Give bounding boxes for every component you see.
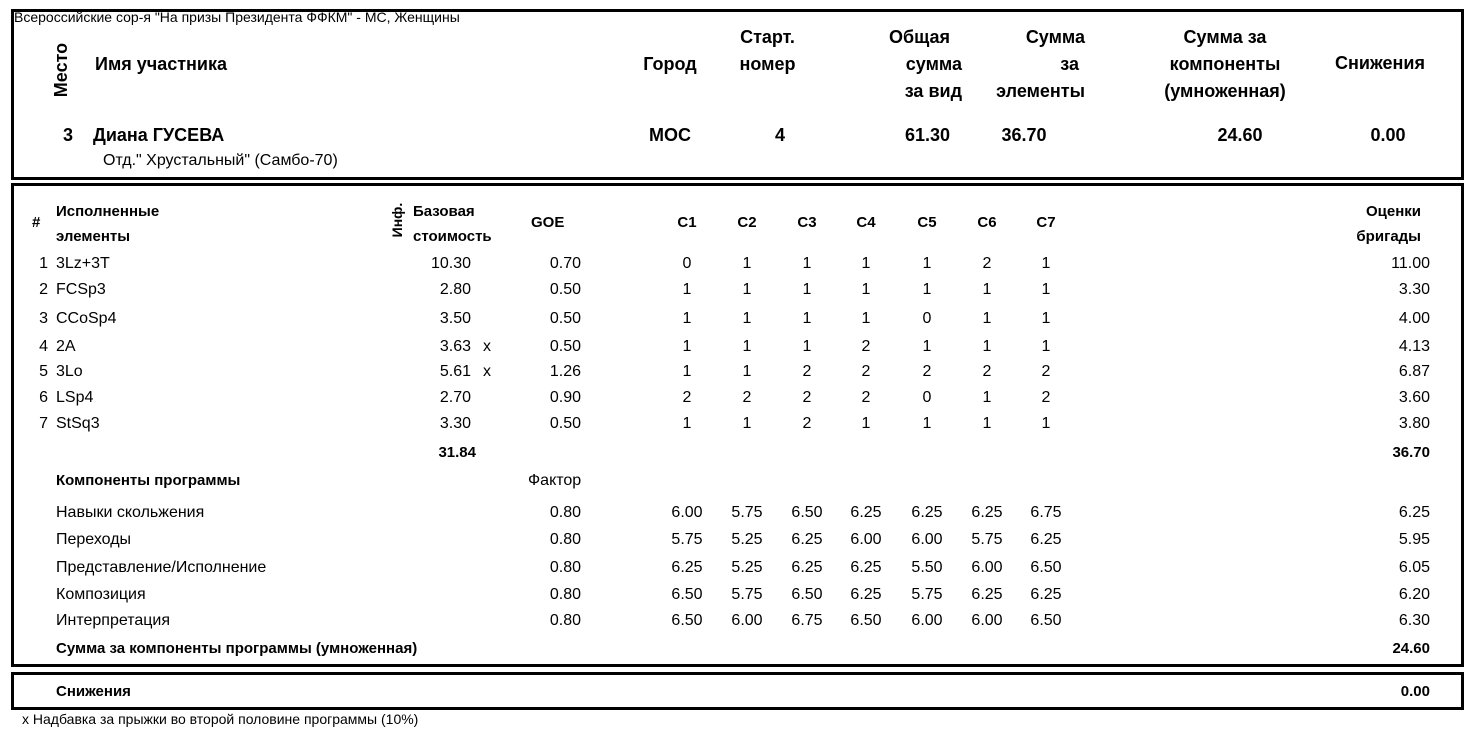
judge-label: С4 — [856, 214, 876, 231]
elements-score-label: Сумма за элементы — [996, 27, 1085, 101]
element-judge-score: 1 — [802, 338, 812, 355]
component-name: Интерпретация — [56, 612, 171, 629]
element-base-value: 5.61 — [439, 363, 471, 380]
element-number: 3 — [39, 310, 48, 327]
element-judge-score: 1 — [861, 255, 871, 272]
component-judge-score: 6.25 — [791, 559, 823, 576]
element-judge-score: 1 — [682, 363, 692, 380]
component-judge-score: 6.25 — [911, 504, 943, 521]
element-judge-score: 2 — [802, 363, 812, 380]
component-judge-score: 6.00 — [971, 612, 1003, 629]
element-panel-score: 4.13 — [1398, 338, 1430, 355]
component-name: Представление/Исполнение — [56, 559, 267, 576]
element-judge-score: 2 — [802, 389, 812, 406]
component-factor: 0.80 — [549, 559, 581, 576]
component-judge-score: 6.50 — [1030, 612, 1062, 629]
component-judge-score: 6.50 — [671, 612, 703, 629]
component-judge-score: 6.25 — [850, 504, 882, 521]
components-title: Компоненты программы — [56, 472, 241, 489]
element-base-value: 10.30 — [430, 255, 471, 272]
element-goe: 0.50 — [549, 281, 581, 298]
element-judge-score: 2 — [802, 415, 812, 432]
element-code: StSq3 — [56, 415, 100, 432]
element-base-value: 3.50 — [439, 310, 471, 327]
element-panel-score: 4.00 — [1398, 310, 1430, 327]
element-judge-score: 1 — [982, 338, 992, 355]
component-judge-score: 6.25 — [850, 586, 882, 603]
element-base-value: 2.70 — [439, 389, 471, 406]
component-factor: 0.80 — [549, 612, 581, 629]
factor-label: Фактор — [528, 472, 582, 489]
skater-city: МОС — [649, 125, 691, 145]
element-number: 1 — [39, 255, 48, 272]
components-total-label: Сумма за компоненты программы (умноженная) — [56, 640, 418, 657]
component-judge-score: 6.25 — [971, 586, 1003, 603]
component-judge-score: 6.50 — [791, 504, 823, 521]
element-code: 2A — [56, 338, 76, 355]
component-judge-score: 6.25 — [791, 531, 823, 548]
skater-total: 61.30 — [904, 125, 950, 145]
element-code: FCSp3 — [56, 281, 106, 298]
judge-label: С2 — [737, 214, 757, 231]
element-judge-score: 1 — [742, 310, 752, 327]
element-judge-score: 1 — [802, 281, 812, 298]
element-judge-score: 1 — [861, 310, 871, 327]
element-number: 4 — [39, 338, 48, 355]
element-goe: 0.50 — [549, 310, 581, 327]
element-judge-score: 1 — [1041, 255, 1051, 272]
component-judge-score: 6.75 — [791, 612, 823, 629]
element-panel-score: 6.87 — [1398, 363, 1430, 380]
deductions-label: Снижения — [56, 683, 131, 700]
component-judge-score: 5.75 — [731, 586, 763, 603]
skater-elements-score: 36.70 — [1001, 125, 1047, 145]
component-panel-score: 6.30 — [1398, 612, 1430, 629]
element-judge-score: 1 — [802, 310, 812, 327]
component-judge-score: 6.25 — [971, 504, 1003, 521]
element-judge-score: 1 — [742, 363, 752, 380]
component-judge-score: 5.50 — [911, 559, 943, 576]
panel-score-label: Оценки бригады — [1356, 203, 1421, 245]
goe-label: GOE — [531, 214, 565, 231]
component-judge-score: 6.50 — [1030, 559, 1062, 576]
component-name: Навыки скольжения — [56, 504, 205, 521]
element-judge-score: 0 — [682, 255, 692, 272]
deductions-value: 0.00 — [1400, 683, 1430, 700]
element-judge-score: 1 — [742, 255, 752, 272]
element-code: CCoSp4 — [56, 310, 117, 327]
element-panel-score: 11.00 — [1391, 255, 1430, 272]
judge-label: С1 — [677, 214, 697, 231]
component-name: Композиция — [56, 586, 146, 603]
components-score-label: Сумма за компоненты (умноженная) — [1164, 27, 1286, 101]
executed-elements-label: Исполненные элементы — [56, 203, 160, 245]
element-judge-score: 2 — [861, 363, 871, 380]
element-judge-score: 1 — [682, 415, 692, 432]
element-judge-score: 2 — [682, 389, 692, 406]
skater-club: Отд." Хрустальный" (Самбо-70) — [103, 152, 338, 169]
element-judge-score: 2 — [1041, 363, 1051, 380]
element-panel-score: 3.60 — [1398, 389, 1430, 406]
elements-score-total: 36.70 — [1392, 444, 1430, 461]
element-judge-score: 2 — [922, 363, 932, 380]
element-goe: 0.70 — [549, 255, 581, 272]
component-panel-score: 5.95 — [1398, 531, 1430, 548]
element-judge-score: 0 — [922, 389, 932, 406]
component-factor: 0.80 — [549, 504, 581, 521]
component-factor: 0.80 — [549, 531, 581, 548]
element-base-value: 3.63 — [439, 338, 471, 355]
element-judge-score: 1 — [682, 338, 692, 355]
element-judge-score: 1 — [982, 389, 992, 406]
element-judge-score: 1 — [861, 415, 871, 432]
skater-start-number: 4 — [774, 125, 785, 145]
component-judge-score: 6.25 — [671, 559, 703, 576]
element-number: 6 — [39, 389, 48, 406]
component-judge-score: 5.75 — [911, 586, 943, 603]
judge-label: С3 — [797, 214, 817, 231]
name-label: Имя участника — [95, 54, 228, 74]
element-number: 2 — [39, 281, 48, 298]
skater-deductions: 0.00 — [1370, 125, 1406, 145]
component-panel-score: 6.20 — [1398, 586, 1430, 603]
skater-place: 3 — [62, 125, 73, 145]
component-factor: 0.80 — [549, 586, 581, 603]
element-judge-score: 1 — [1041, 281, 1051, 298]
component-judge-score: 6.25 — [1030, 531, 1062, 548]
total-score-label: Общая сумма за вид — [888, 27, 962, 101]
component-judge-score: 6.25 — [850, 559, 882, 576]
component-judge-score: 5.75 — [731, 504, 763, 521]
element-code: LSp4 — [56, 389, 94, 406]
component-panel-score: 6.05 — [1398, 559, 1430, 576]
deductions-box — [11, 672, 1464, 710]
element-judge-score: 2 — [982, 363, 992, 380]
element-judge-score: 1 — [682, 281, 692, 298]
element-judge-score: 1 — [861, 281, 871, 298]
component-judge-score: 6.00 — [850, 531, 882, 548]
element-judge-score: 2 — [982, 255, 992, 272]
element-judge-score: 1 — [742, 338, 752, 355]
element-judge-score: 1 — [922, 415, 932, 432]
element-judge-score: 2 — [742, 389, 752, 406]
element-base-value: 2.80 — [439, 281, 471, 298]
city-label: Город — [643, 54, 697, 74]
base-value-label: Базовая стоимость — [413, 203, 492, 245]
element-judge-score: 2 — [1041, 389, 1051, 406]
element-judge-score: 1 — [922, 338, 932, 355]
element-judge-score: 1 — [982, 415, 992, 432]
component-judge-score: 6.00 — [971, 559, 1003, 576]
component-judge-score: 5.25 — [731, 559, 763, 576]
element-goe: 0.50 — [549, 338, 581, 355]
element-judge-score: 1 — [742, 415, 752, 432]
component-judge-score: 6.50 — [791, 586, 823, 603]
element-judge-score: 1 — [1041, 338, 1051, 355]
component-judge-score: 6.50 — [850, 612, 882, 629]
element-judge-score: 1 — [1041, 310, 1051, 327]
component-judge-score: 6.00 — [911, 612, 943, 629]
element-judge-score: 0 — [922, 310, 932, 327]
element-base-value: 3.30 — [439, 415, 471, 432]
component-judge-score: 6.00 — [671, 504, 703, 521]
element-panel-score: 3.30 — [1398, 281, 1430, 298]
component-name: Переходы — [56, 531, 132, 548]
judge-label: С5 — [917, 214, 937, 231]
component-judge-score: 5.75 — [671, 531, 703, 548]
element-goe: 1.26 — [549, 363, 581, 380]
element-judge-score: 1 — [982, 281, 992, 298]
components-total: 24.60 — [1392, 640, 1430, 657]
base-value-total: 31.84 — [438, 444, 476, 461]
element-judge-score: 1 — [742, 281, 752, 298]
element-judge-score: 1 — [682, 310, 692, 327]
component-judge-score: 5.25 — [731, 531, 763, 548]
footnote: x Надбавка за прыжки во второй половине программы (10%) — [22, 711, 419, 727]
element-judge-score: 1 — [922, 281, 932, 298]
competition-title: Всероссийские сор-я "На призы Президента ФФКМ" - МС, Женщины — [14, 9, 460, 25]
skater-components-score: 24.60 — [1217, 125, 1263, 145]
place-label: Место — [51, 42, 71, 98]
component-judge-score: 6.00 — [911, 531, 943, 548]
element-number: 7 — [39, 415, 48, 432]
element-judge-score: 1 — [1041, 415, 1051, 432]
component-judge-score: 6.75 — [1030, 504, 1062, 521]
element-judge-score: 2 — [861, 389, 871, 406]
element-panel-score: 3.80 — [1398, 415, 1430, 432]
component-judge-score: 5.75 — [971, 531, 1003, 548]
element-judge-score: 1 — [982, 310, 992, 327]
element-goe: 0.90 — [549, 389, 581, 406]
skater-name: Диана ГУСЕВА — [93, 125, 225, 145]
judge-label: С7 — [1036, 214, 1056, 231]
element-judge-score: 1 — [802, 255, 812, 272]
element-code: 3Lz+3T — [56, 255, 110, 272]
element-info-flag: x — [483, 338, 491, 355]
component-judge-score: 6.25 — [1030, 586, 1062, 603]
component-panel-score: 6.25 — [1398, 504, 1430, 521]
start-number-label: Старт. номер — [739, 27, 796, 74]
component-judge-score: 6.50 — [671, 586, 703, 603]
element-judge-score: 2 — [861, 338, 871, 355]
deductions-header-label: Снижения — [1335, 53, 1425, 73]
info-label: Инф. — [389, 202, 405, 238]
hash-label: # — [32, 214, 41, 231]
judge-label: С6 — [977, 214, 997, 231]
element-info-flag: x — [483, 363, 491, 380]
element-number: 5 — [39, 363, 48, 380]
component-judge-score: 6.00 — [731, 612, 763, 629]
element-code: 3Lo — [56, 363, 83, 380]
element-goe: 0.50 — [549, 415, 581, 432]
element-judge-score: 1 — [922, 255, 932, 272]
